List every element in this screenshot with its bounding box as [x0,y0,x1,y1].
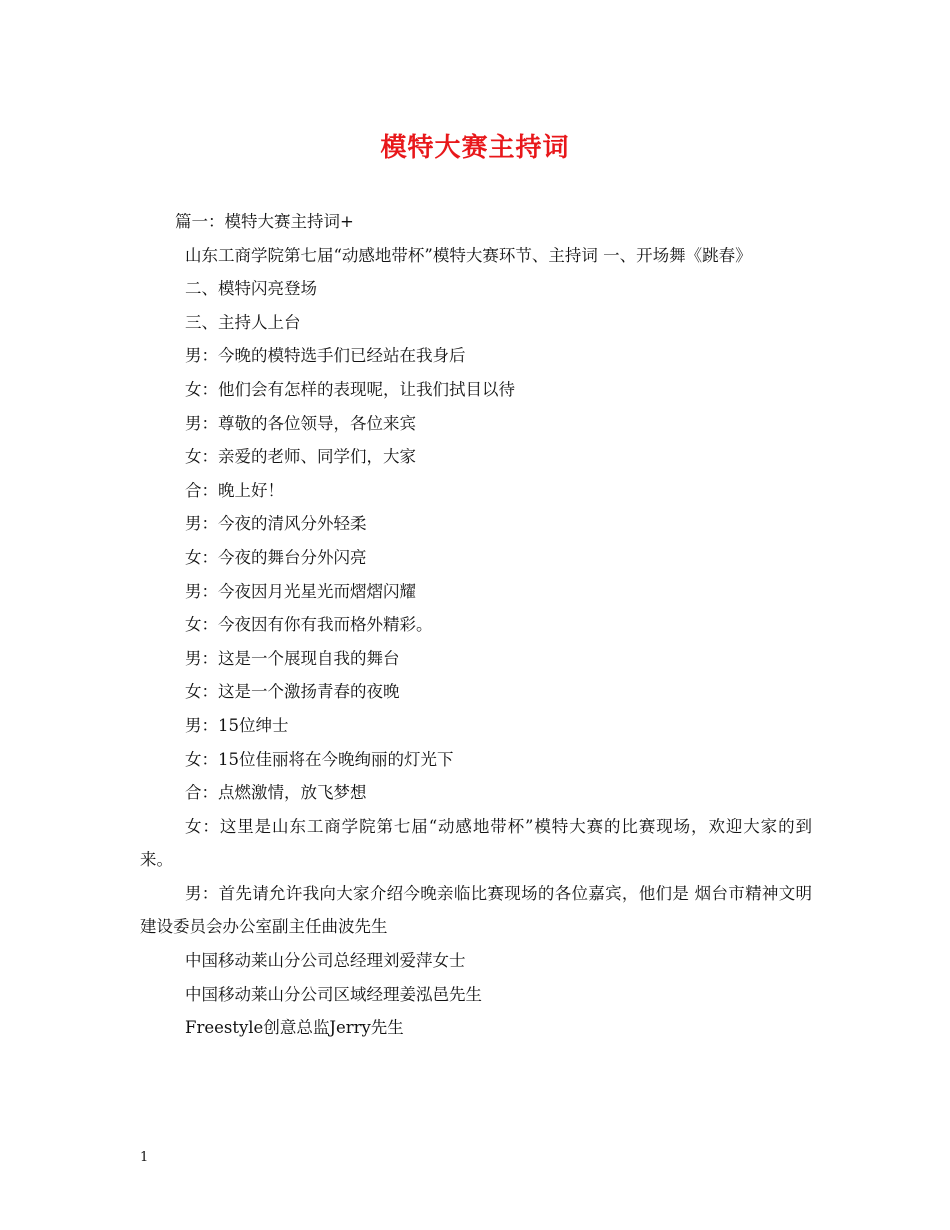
paragraph: 男：这是一个展现自我的舞台 [185,648,400,668]
paragraph: 男：今晚的模特选手们已经站在我身后 [185,346,466,366]
paragraph: 女：今夜因有你有我而格外精彩。 [185,615,433,635]
paragraph: Freestyle创意总监Jerry先生 [185,1018,404,1038]
paragraph: 女：亲爱的老师、同学们，大家 [185,447,416,467]
paragraph: 男：今夜的清风分外轻柔 [185,514,367,534]
paragraph: 女：今夜的舞台分外闪亮 [185,547,367,567]
paragraph: 女：这是一个激扬青春的夜晚 [185,682,400,702]
paragraph: 篇一：模特大赛主持词+ [175,212,354,231]
paragraph: 男：尊敬的各位领导，各位来宾 [185,413,416,433]
document-body [140,205,812,1045]
paragraph: 中国移动莱山分公司区域经理姜泓邑先生 [185,984,482,1004]
paragraph: 男：15位绅士 [185,715,289,735]
paragraph: 女：他们会有怎样的表现呢，让我们拭目以待 [185,379,515,399]
paragraph: 女：这里是山东工商学院第七届“动感地带杯”模特大赛的比赛现场，欢迎大家的到来。 [140,816,812,870]
paragraph: 山东工商学院第七届“动感地带杯”模特大赛环节、主持词 一、开场舞《跳春》 [185,245,752,265]
paragraph: 中国移动莱山分公司总经理刘爱萍女士 [185,951,466,971]
paragraph: 合：点燃激情，放飞梦想 [185,783,367,803]
paragraph: 三、主持人上台 [185,312,301,332]
paragraph: 男：首先请允许我向大家介绍今晚亲临比赛现场的各位嘉宾，他们是 烟台市精神文明建设委员会办公室副主任曲波先生 [140,883,812,937]
paragraph: 男：今夜因月光星光而熠熠闪耀 [185,581,416,601]
paragraph: 合：晚上好！ [185,480,284,500]
document-title: 模特大赛主持词 [380,133,570,163]
page-number: 1 [140,1150,149,1165]
paragraph: 女：15位佳丽将在今晚绚丽的灯光下 [185,749,454,769]
paragraph: 二、模特闪亮登场 [185,279,317,299]
